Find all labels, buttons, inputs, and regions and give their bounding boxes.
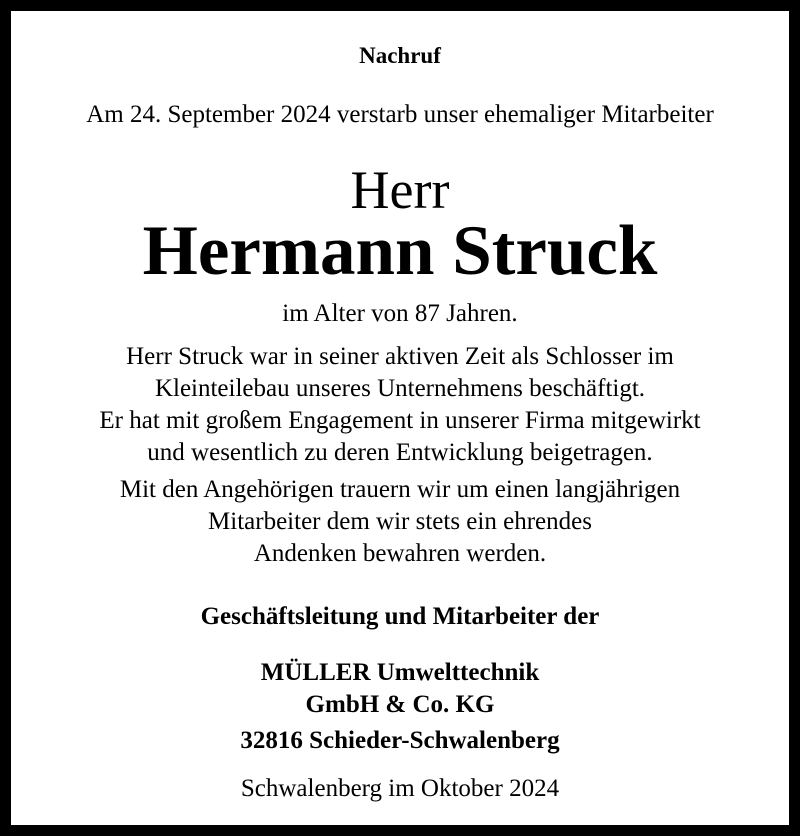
paragraph-2-line-1: Mit den Angehörigen trauern wir um einen langjährigen [119,476,681,503]
notice-heading: Nachruf [359,43,441,68]
closing-place-date: Schwalenberg im Oktober 2024 [240,775,560,802]
paragraph-1-line-4: und wesentlich zu deren Entwicklung beigetragen. [147,439,653,466]
company-address: 32816 Schieder-Schwalenberg [240,727,560,754]
company-name: MÜLLER Umwelttechnik [260,659,540,686]
obituary-notice [11,11,789,825]
paragraph-2-line-2: Mitarbeiter dem wir stets ein ehrendes [208,508,592,535]
age-text: im Alter von 87 Jahren. [282,300,518,327]
deceased-name: Hermann Struck [142,212,658,290]
company-legal-form: GmbH & Co. KG [305,691,495,718]
intro-text: Am 24. September 2024 verstarb unser ehemaliger Mitarbeiter [86,101,714,128]
paragraph-1-line-1: Herr Struck war in seiner aktiven Zeit als Schlosser im [126,343,674,370]
paragraph-2-line-3: Andenken bewahren werden. [253,540,547,567]
paragraph-1-line-3: Er hat mit großem Engagement in unserer Firma mitgewirkt [99,407,701,434]
paragraph-1-line-2: Kleinteilebau unseres Unternehmens beschäftigt. [154,375,646,402]
honorific-title: Herr [350,160,450,220]
signature-line: Geschäftsleitung und Mitarbeiter der [200,603,600,630]
